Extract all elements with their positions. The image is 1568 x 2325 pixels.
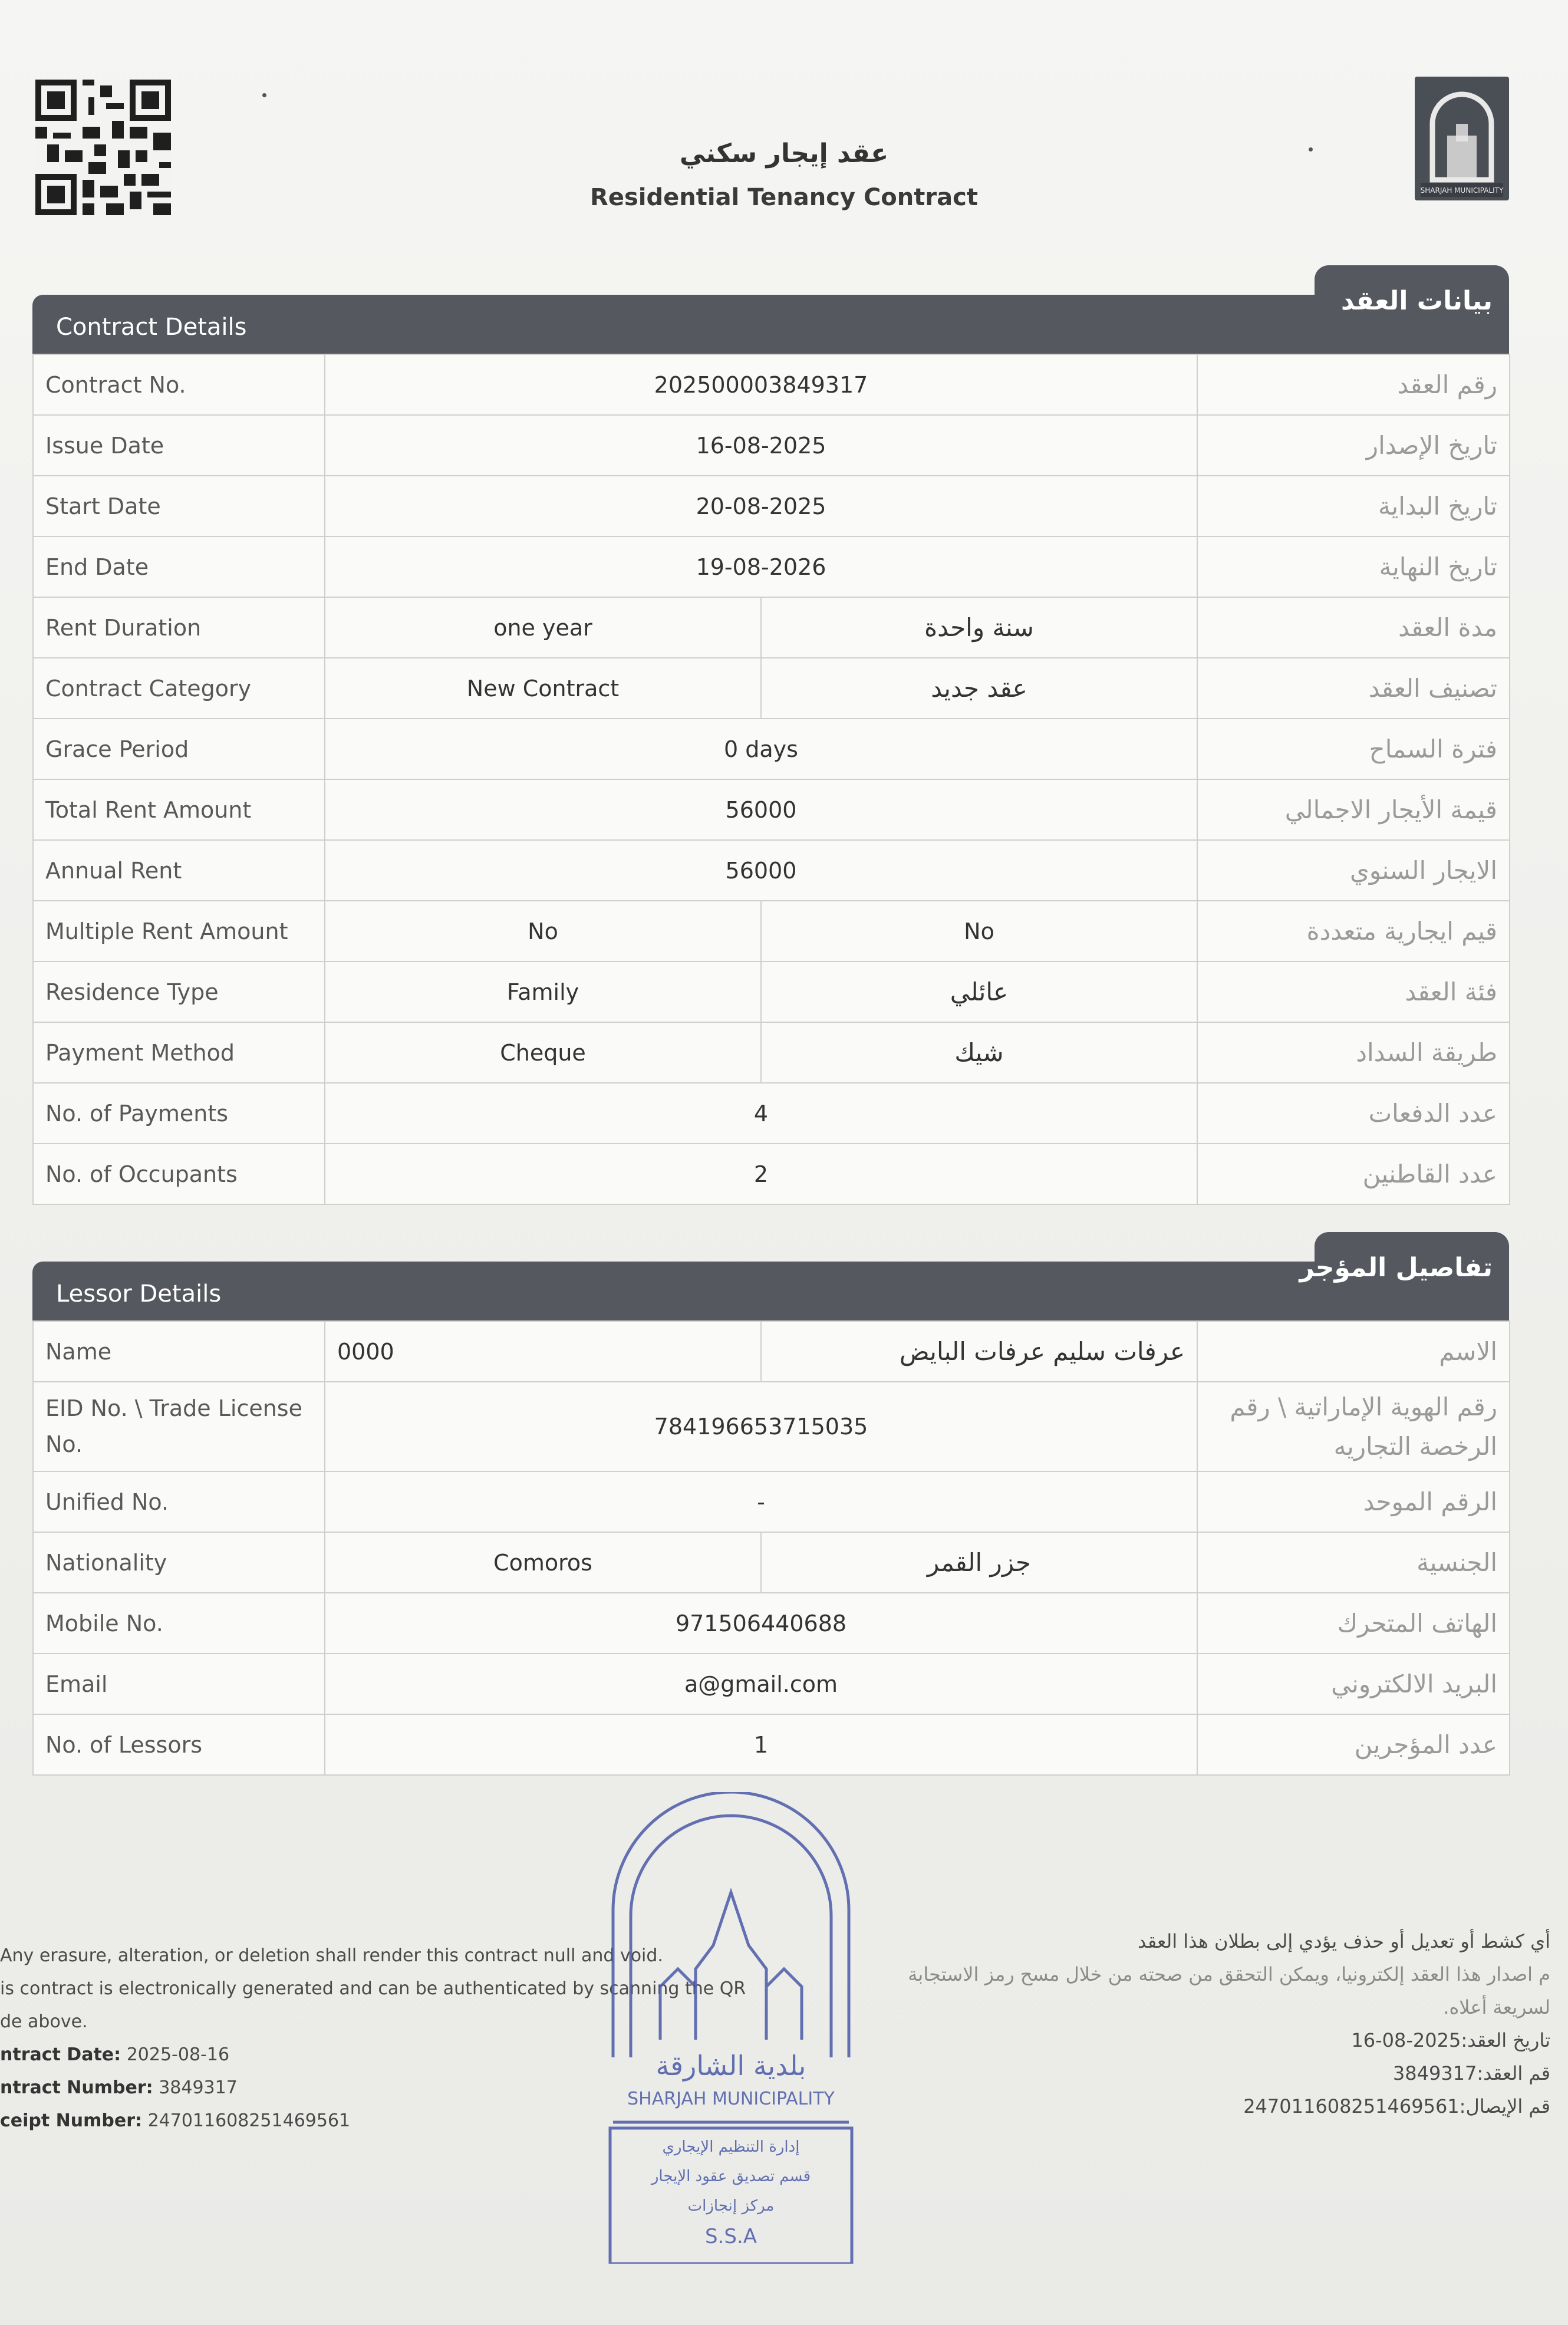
field-label-ar: تاريخ البداية bbox=[1197, 476, 1510, 536]
field-label-ar: عدد المؤجرين bbox=[1197, 1714, 1510, 1775]
field-label: No. of Lessors bbox=[33, 1714, 325, 1775]
occupants-count-value: 2 bbox=[325, 1144, 1197, 1204]
annual-rent-value: 56000 bbox=[325, 840, 1197, 901]
svg-text:مركز إنجازات: مركز إنجازات bbox=[687, 2197, 775, 2215]
contract-details-title-en: Contract Details bbox=[56, 314, 247, 341]
field-label-ar: الاسم bbox=[1197, 1321, 1510, 1382]
residence-type-value-ar: عائلي bbox=[761, 961, 1197, 1022]
field-label: Email bbox=[33, 1654, 325, 1714]
table-row bbox=[33, 1654, 1510, 1714]
footer-note-line: لسريعة أعلاه. bbox=[1443, 1996, 1550, 2018]
table-row bbox=[33, 1382, 1510, 1471]
email-value: a@gmail.com bbox=[325, 1654, 1197, 1714]
field-label: Multiple Rent Amount bbox=[33, 901, 325, 961]
grace-period-value: 0 days bbox=[325, 719, 1197, 779]
field-label: Issue Date bbox=[33, 415, 325, 476]
contract-details-section bbox=[32, 265, 1509, 1205]
field-label: Contract No. bbox=[33, 354, 325, 415]
footer-note-line: أي كشط أو تعديل أو حذف يؤدي إلى بطلان هذا العقد bbox=[1138, 1930, 1550, 1952]
end-date-value: 19-08-2026 bbox=[325, 536, 1197, 597]
contract-details-table bbox=[32, 354, 1510, 1205]
contract-details-header bbox=[32, 265, 1509, 354]
multiple-rent-value-en: No bbox=[325, 901, 761, 961]
svg-text:بلدية الشارقة: بلدية الشارقة bbox=[655, 2050, 806, 2082]
field-label-ar: الايجار السنوي bbox=[1197, 840, 1510, 901]
payment-method-value-ar: شيك bbox=[761, 1022, 1197, 1083]
field-label-ar: الهاتف المتحرك bbox=[1197, 1593, 1510, 1654]
field-label-ar: الرقم الموحد bbox=[1197, 1471, 1510, 1532]
table-row bbox=[33, 658, 1510, 719]
table-row bbox=[33, 1714, 1510, 1775]
field-label: Mobile No. bbox=[33, 1593, 325, 1654]
field-label: Residence Type bbox=[33, 961, 325, 1022]
lessor-name-value-en: 0000 bbox=[325, 1321, 761, 1382]
title-arabic: عقد إيجار سكني bbox=[679, 139, 889, 169]
footer-notes-ar bbox=[808, 1925, 1550, 2123]
field-label: Grace Period bbox=[33, 719, 325, 779]
municipality-stamp bbox=[589, 1792, 872, 2264]
field-label-ar: الجنسية bbox=[1197, 1532, 1510, 1593]
payment-method-value-en: Cheque bbox=[325, 1022, 761, 1083]
footer-note-line: is contract is electronically generated and can be authenticated by scanning the QR bbox=[0, 1978, 746, 1999]
table-row bbox=[33, 597, 1510, 658]
contract-category-value-ar: عقد جديد bbox=[761, 658, 1197, 719]
contract-number-line: ntract Number: 3849317 bbox=[0, 2077, 238, 2098]
field-label: End Date bbox=[33, 536, 325, 597]
contract-number-value: 202500003849317 bbox=[325, 354, 1197, 415]
multiple-rent-value-ar: No bbox=[761, 901, 1197, 961]
lessor-details-title-en: Lessor Details bbox=[56, 1280, 222, 1308]
lessor-details-title-ar: تفاصيل المؤجر bbox=[1299, 1253, 1493, 1283]
table-row bbox=[33, 719, 1510, 779]
field-label: Payment Method bbox=[33, 1022, 325, 1083]
receipt-number-line-ar: قم الإيصال:247011608251469561 bbox=[1243, 2095, 1550, 2117]
table-row bbox=[33, 961, 1510, 1022]
table-row bbox=[33, 779, 1510, 840]
svg-text:قسم تصديق عقود الإيجار: قسم تصديق عقود الإيجار bbox=[651, 2168, 811, 2185]
table-row bbox=[33, 1083, 1510, 1144]
field-label-ar: قيم ايجارية متعددة bbox=[1197, 901, 1510, 961]
field-label-ar: البريد الالكتروني bbox=[1197, 1654, 1510, 1714]
svg-text:S.S.A: S.S.A bbox=[704, 2225, 757, 2248]
table-row bbox=[33, 536, 1510, 597]
table-row bbox=[33, 901, 1510, 961]
field-label-ar: فترة السماح bbox=[1197, 719, 1510, 779]
footer-note-line: de above. bbox=[0, 2011, 88, 2032]
field-label-ar: رقم العقد bbox=[1197, 354, 1510, 415]
table-row bbox=[33, 840, 1510, 901]
lessor-details-section bbox=[32, 1232, 1509, 1776]
lessors-count-value: 1 bbox=[325, 1714, 1197, 1775]
field-label-ar: فئة العقد bbox=[1197, 961, 1510, 1022]
nationality-value-en: Comoros bbox=[325, 1532, 761, 1593]
contract-number-line-ar: قم العقد:3849317 bbox=[1392, 2062, 1550, 2084]
table-row bbox=[33, 476, 1510, 536]
lessor-details-table bbox=[32, 1320, 1510, 1776]
rent-duration-value-ar: سنة واحدة bbox=[761, 597, 1197, 658]
field-label: No. of Occupants bbox=[33, 1144, 325, 1204]
table-row bbox=[33, 1532, 1510, 1593]
table-row bbox=[33, 415, 1510, 476]
field-label: Annual Rent bbox=[33, 840, 325, 901]
contract-category-value-en: New Contract bbox=[325, 658, 761, 719]
footer-note-line: م اصدار هذا العقد إلكترونيا، ويمكن التحقق من صحته من خلال مسح رمز الاستجابة bbox=[908, 1963, 1550, 1985]
field-label: Contract Category bbox=[33, 658, 325, 719]
field-label: Total Rent Amount bbox=[33, 779, 325, 840]
payments-count-value: 4 bbox=[325, 1083, 1197, 1144]
unified-number-value: - bbox=[325, 1471, 1197, 1532]
table-row bbox=[33, 1593, 1510, 1654]
rent-duration-value-en: one year bbox=[325, 597, 761, 658]
nationality-value-ar: جزر القمر bbox=[761, 1532, 1197, 1593]
field-label-ar: تاريخ الإصدار bbox=[1197, 415, 1510, 476]
paper-speck bbox=[262, 93, 266, 97]
table-row bbox=[33, 1022, 1510, 1083]
contract-details-title-ar: بيانات العقد bbox=[1340, 286, 1493, 316]
field-label-ar: عدد الدفعات bbox=[1197, 1083, 1510, 1144]
start-date-value: 20-08-2025 bbox=[325, 476, 1197, 536]
field-label: Unified No. bbox=[33, 1471, 325, 1532]
issue-date-value: 16-08-2025 bbox=[325, 415, 1197, 476]
table-row bbox=[33, 1144, 1510, 1204]
field-label-ar: تاريخ النهاية bbox=[1197, 536, 1510, 597]
field-label-ar: تصنيف العقد bbox=[1197, 658, 1510, 719]
lessor-details-header bbox=[32, 1232, 1509, 1320]
field-label-ar: رقم الهوية الإماراتية \ رقم الرخصة التجاريه bbox=[1197, 1382, 1510, 1471]
svg-text:SHARJAH MUNICIPALITY: SHARJAH MUNICIPALITY bbox=[1420, 186, 1504, 195]
field-label: Start Date bbox=[33, 476, 325, 536]
field-label: Nationality bbox=[33, 1532, 325, 1593]
field-label-ar: قيمة الأيجار الاجمالي bbox=[1197, 779, 1510, 840]
total-rent-value: 56000 bbox=[325, 779, 1197, 840]
table-row bbox=[33, 1321, 1510, 1382]
lessor-name-value-ar: عرفات سليم عرفات البايض bbox=[761, 1321, 1197, 1382]
mobile-number-value: 971506440688 bbox=[325, 1593, 1197, 1654]
field-label: EID No. \ Trade License No. bbox=[33, 1382, 325, 1471]
title-english: Residential Tenancy Contract bbox=[590, 184, 978, 211]
footer-note-line: Any erasure, alteration, or deletion shall render this contract null and void. bbox=[0, 1945, 663, 1966]
field-label-ar: مدة العقد bbox=[1197, 597, 1510, 658]
field-label: No. of Payments bbox=[33, 1083, 325, 1144]
eid-value: 784196653715035 bbox=[325, 1382, 1197, 1471]
contract-date-line: ntract Date: 2025-08-16 bbox=[0, 2044, 230, 2065]
svg-text:SHARJAH MUNICIPALITY: SHARJAH MUNICIPALITY bbox=[627, 2089, 835, 2109]
residence-type-value-en: Family bbox=[325, 961, 761, 1022]
field-label-ar: عدد القاطنين bbox=[1197, 1144, 1510, 1204]
paper-speck bbox=[1309, 147, 1313, 152]
receipt-number-line: ceipt Number: 247011608251469561 bbox=[0, 2110, 351, 2131]
field-label: Name bbox=[33, 1321, 325, 1382]
svg-text:إدارة التنظيم الإيجاري: إدارة التنظيم الإيجاري bbox=[662, 2138, 800, 2156]
table-row bbox=[33, 1471, 1510, 1532]
table-row bbox=[33, 354, 1510, 415]
contract-date-line-ar: تاريخ العقد:2025-08-16 bbox=[1351, 2029, 1550, 2051]
field-label-ar: طريقة السداد bbox=[1197, 1022, 1510, 1083]
field-label: Rent Duration bbox=[33, 597, 325, 658]
